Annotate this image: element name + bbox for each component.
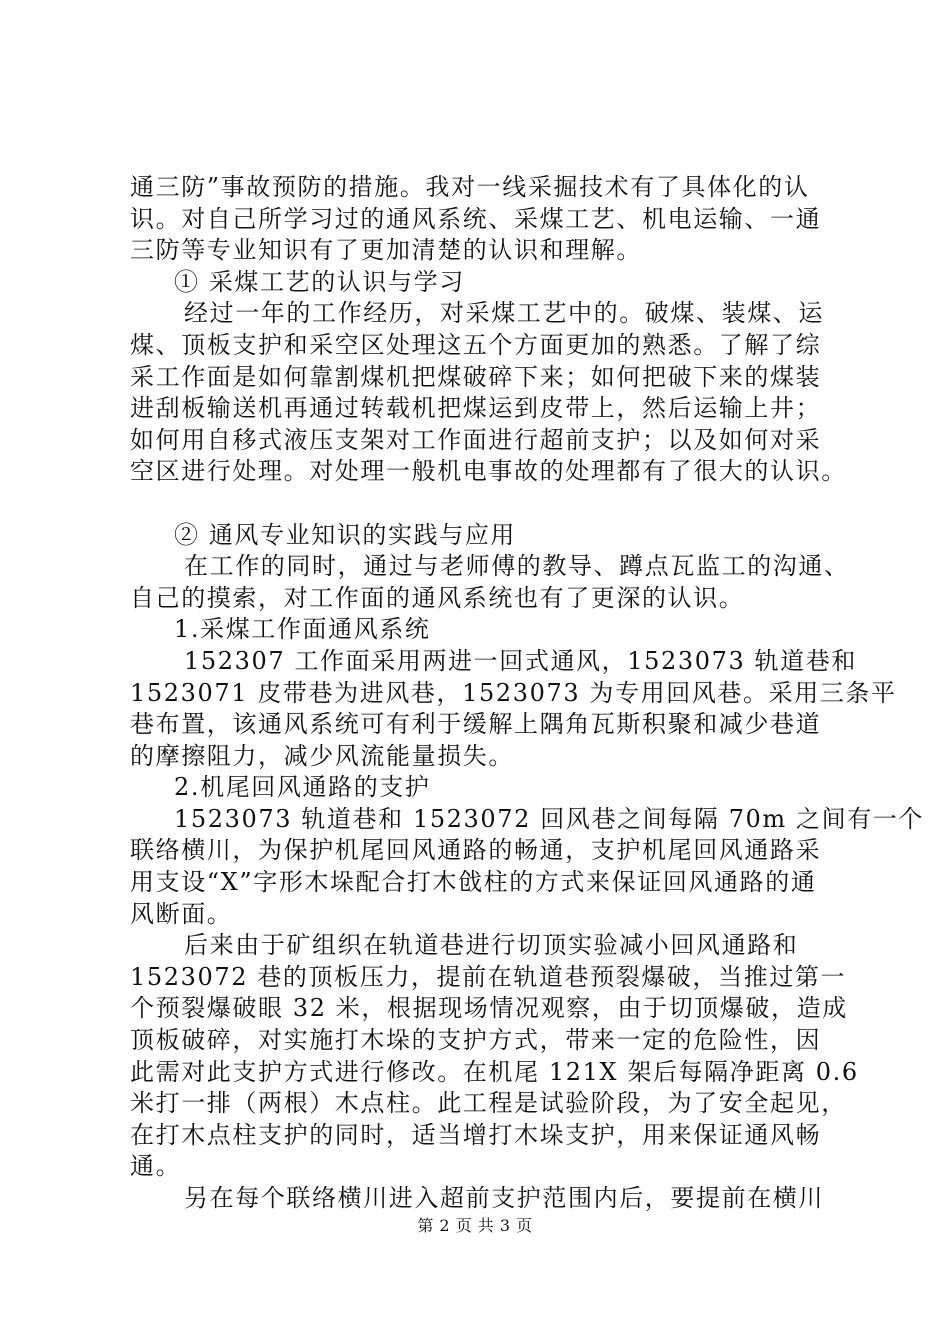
text-line: 顶板破碎，对实施打木垛的支护方式，带来一定的危险性，因	[130, 1026, 822, 1055]
text-line: 巷布置，该通风系统可有利于缓解上隅角瓦斯积聚和减少巷道	[130, 710, 822, 739]
text-line: 空区进行处理。对处理一般机电事故的处理都有了很大的认识。	[130, 457, 847, 486]
text-line: 三防等专业知识有了更加清楚的认识和理解。	[130, 236, 642, 265]
text-line: 采工作面是如何靠割煤机把煤破碎下来；如何把破下来的煤装	[130, 362, 822, 391]
text-line: 152307 工作面采用两进一回式通风，1523073 轨道巷和	[184, 646, 857, 675]
text-line: 自己的摸索，对工作面的通风系统也有了更深的认识。	[130, 583, 745, 612]
text-line: 识。对自己所学习过的通风系统、采煤工艺、机电运输、一通	[130, 204, 822, 233]
page-footer: 第 2 页 共 3 页	[417, 1216, 533, 1235]
text-line: 通三防”事故预防的措施。我对一线采掘技术有了具体化的认	[130, 173, 810, 201]
text-line: 通。	[130, 1152, 182, 1181]
text-line: ① 采煤工艺的认识与学习	[174, 267, 465, 296]
text-line: 1523073 轨道巷和 1523072 回风巷之间每隔 70m 之间有一个	[174, 804, 925, 833]
text-line: 米打一排（两根）木点柱。此工程是试验阶段，为了安全起见，	[130, 1089, 847, 1118]
text-line: 的摩擦阻力，减少风流能量损失。	[130, 741, 514, 770]
text-line: 风断面。	[130, 899, 233, 928]
text-line: 在工作的同时，通过与老师傅的教导、蹲点瓦监工的沟通、	[184, 552, 850, 581]
text-line: 后来由于矿组织在轨道巷进行切顶实验减小回风通路和	[184, 931, 799, 960]
text-line: 1523071 皮带巷为进风巷，1523073 为专用回风巷。采用三条平	[130, 678, 897, 707]
text-line: 2.机尾回风通路的支护	[174, 773, 431, 802]
text-line: 个预裂爆破眼 32 米，根据现场情况观察，由于切顶爆破，造成	[130, 994, 848, 1023]
text-line: 另在每个联络横川进入超前支护范围内后，要提前在横川	[184, 1184, 824, 1212]
text-line: 此需对此支护方式进行修改。在机尾 121X 架后每隔净距离 0.6	[130, 1057, 859, 1086]
text-line: 煤、顶板支护和采空区处理这五个方面更加的熟悉。了解了综	[130, 330, 822, 359]
text-line: 用支设“X”字形木垛配合打木戗柱的方式来保证回风通路的通	[130, 868, 817, 897]
text-line: 1523072 巷的顶板压力，提前在轨道巷预裂爆破，当推过第一	[130, 962, 847, 991]
document-body	[130, 172, 925, 1215]
text-line: ② 通风专业知识的实践与应用	[174, 520, 517, 549]
text-line: 1.采煤工作面通风系统	[174, 615, 431, 644]
blank-line	[130, 488, 842, 520]
text-line: 在打木点柱支护的同时，适当增打木垛支护，用来保证通风畅	[130, 1120, 822, 1149]
text-line: 进刮板输送机再通过转载机把煤运到皮带上，然后运输上井；	[130, 394, 822, 423]
text-line: 如何用自移式液压支架对工作面进行超前支护；以及如何对采	[130, 425, 822, 454]
text-line: 联络横川，为保护机尾回风通路的畅通，支护机尾回风通路采	[130, 836, 822, 865]
text-line: 经过一年的工作经历，对采煤工艺中的。破煤、装煤、运	[184, 299, 824, 328]
